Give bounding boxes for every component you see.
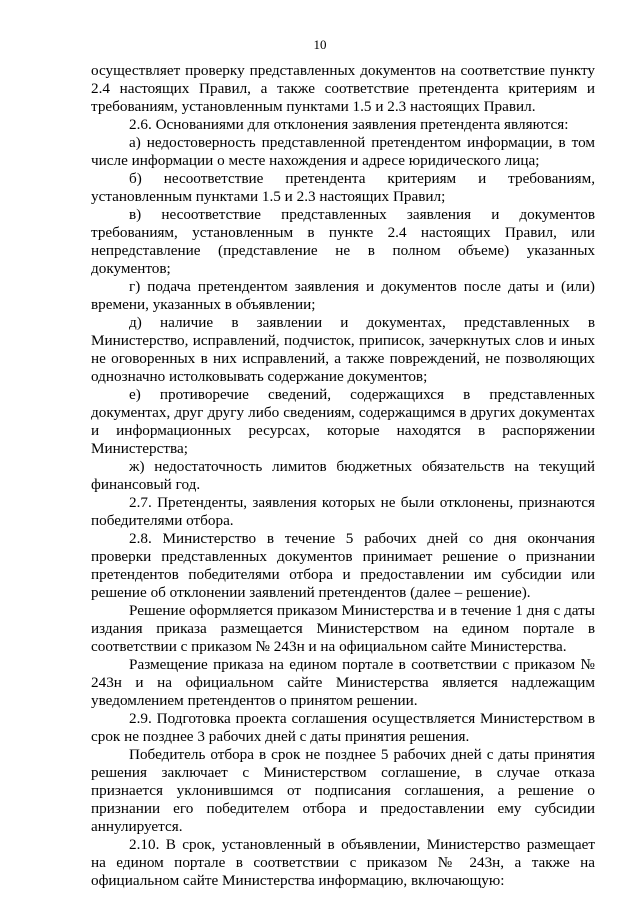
list-item-e: е) противоречие сведений, содержащихся в представленных документах, друг другу либо сведениям, содержащимся в других документах и информационных ресурсах, которые находятся в распоряжении Министерства; <box>91 386 595 457</box>
paragraph-notification: Размещение приказа на едином портале в соответствии с приказом № 243н и на официальном сайте Министерства является надлежащим уведомлением претендентов о принятом решении. <box>91 656 595 709</box>
list-item-g: г) подача претендентом заявления и документов после даты и (или) времени, указанных в объявлении; <box>91 278 595 313</box>
list-item-d: д) наличие в заявлении и документах, представленных в Министерство, исправлений, подчисток, приписок, зачеркнутых слов и иных не оговоренных в них исправлений, а также повреждений, не позволяющих однозначно истолковывать содержание документов; <box>91 314 595 385</box>
list-item-a: а) недостоверность представленной претендентом информации, в том числе информации о месте нахождения и адресе юридического лица; <box>91 134 595 169</box>
paragraph-agreement: Победитель отбора в срок не позднее 5 рабочих дней с даты принятия решения заключает с Министерством соглашение, в случае отказа признается уклонившимся от подписания соглашения, а решение о признании его победителем отбора и предоставлении ему субсидии аннулируется. <box>91 746 595 835</box>
list-item-b: б) несоответствие претендента критериям и требованиям, установленным пунктами 1.5 и 2.3 настоящих Правил; <box>91 170 595 205</box>
list-item-v: в) несоответствие представленных заявления и документов требованиям, установленным в пункте 2.4 настоящих Правил, или непредставление (представление не в полном объеме) указанных документов; <box>91 206 595 277</box>
paragraph-2-7: 2.7. Претенденты, заявления которых не были отклонены, признаются победителями отбора. <box>91 494 595 529</box>
paragraph-decision-order: Решение оформляется приказом Министерства и в течение 1 дня с даты издания приказа размещается Министерством на едином портале в соответствии с приказом № 243н и на официальном сайте Министерства. <box>91 602 595 655</box>
list-item-zh: ж) недостаточность лимитов бюджетных обязательств на текущий финансовый год. <box>91 458 595 493</box>
paragraph-2-6: 2.6. Основаниями для отклонения заявления претендента являются: <box>129 116 569 133</box>
paragraph-2-10: 2.10. В срок, установленный в объявлении, Министерство размещает на едином портале в соответствии с приказом № 243н, а также на официальном сайте Министерства информацию, включающую: <box>91 836 595 889</box>
document-body <box>91 62 595 890</box>
paragraph-2-5-continuation: осуществляет проверку представленных документов на соответствие пункту 2.4 настоящих Правил, а также соответствие претендента критериям и требованиям, установленным пунктами 1.5 и 2.3 настоящих Правил. <box>91 62 595 115</box>
paragraph-2-9: 2.9. Подготовка проекта соглашения осуществляется Министерством в срок не позднее 3 рабочих дней с даты принятия решения. <box>91 710 595 745</box>
page-number: 10 <box>313 37 327 52</box>
paragraph-2-8: 2.8. Министерство в течение 5 рабочих дней со дня окончания проверки представленных документов принимает решение о признании претендентов победителями отбора и предоставлении им субсидии или решение об отклонении заявлений претендентов (далее – решение). <box>91 530 595 601</box>
